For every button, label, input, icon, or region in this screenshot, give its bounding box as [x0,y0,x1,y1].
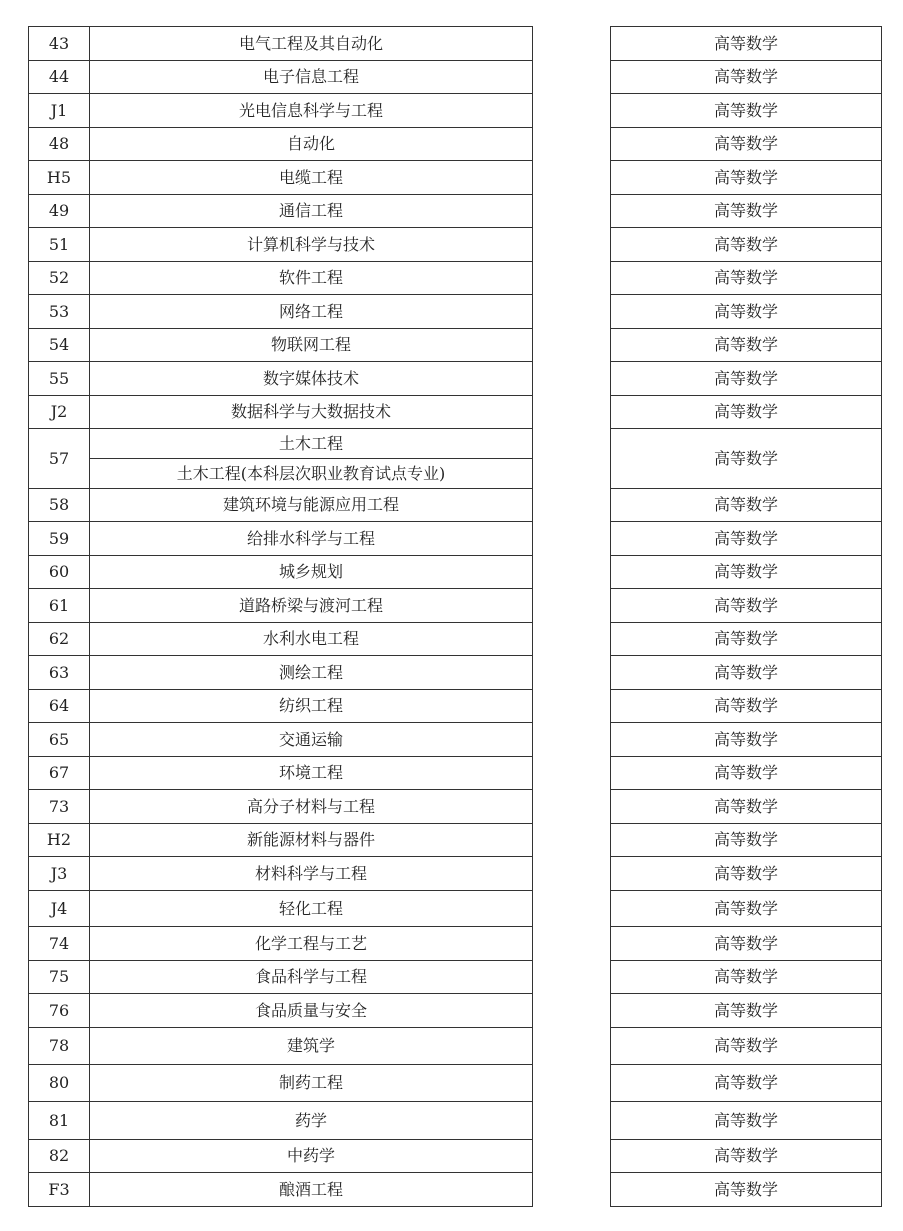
table-row [29,262,533,295]
major-code-cell: 73 [29,790,90,824]
major-code-cell: 80 [29,1065,90,1102]
major-name-cell: 建筑环境与能源应用工程 [90,489,533,522]
major-name-cell: 化学工程与工艺 [90,927,533,961]
major-code-cell: 48 [29,128,90,161]
subject-table [610,26,882,1207]
table-row [611,927,882,961]
major-name-cell: 电子信息工程 [90,61,533,94]
table-row [611,27,882,61]
table-row [29,757,533,790]
major-table [28,26,533,1207]
exam-subject-cell: 高等数学 [611,927,882,961]
table-row [611,128,882,161]
table-row [29,994,533,1028]
exam-subject-cell: 高等数学 [611,824,882,857]
major-code-cell: 64 [29,690,90,723]
major-name-cell: 自动化 [90,128,533,161]
major-name-cell: 建筑学 [90,1028,533,1065]
major-name-cell: 通信工程 [90,195,533,228]
table-row [611,396,882,429]
major-name-cell: 食品科学与工程 [90,961,533,994]
major-name-cell: 计算机科学与技术 [90,228,533,262]
table-row [29,228,533,262]
exam-subject-cell: 高等数学 [611,489,882,522]
major-code-cell: 74 [29,927,90,961]
major-name-cell: 软件工程 [90,262,533,295]
table-row [611,857,882,891]
major-name-cell: 网络工程 [90,295,533,329]
table-row [29,94,533,128]
table-row [611,1065,882,1102]
major-code-cell: 52 [29,262,90,295]
table-row [29,824,533,857]
major-name-cell: 酿酒工程 [90,1173,533,1207]
exam-subject-cell: 高等数学 [611,1065,882,1102]
table-row [29,927,533,961]
exam-subject-cell: 高等数学 [611,723,882,757]
table-row [611,161,882,195]
table-row [611,1173,882,1207]
table-row [29,429,533,459]
table-row [29,1028,533,1065]
exam-subject-cell: 高等数学 [611,1028,882,1065]
table-row [29,556,533,589]
exam-subject-cell: 高等数学 [611,27,882,61]
major-name-cell: 轻化工程 [90,891,533,927]
major-name-cell: 道路桥梁与渡河工程 [90,589,533,623]
exam-subject-cell: 高等数学 [611,522,882,556]
exam-subject-cell: 高等数学 [611,161,882,195]
table-row [611,362,882,396]
exam-subject-cell: 高等数学 [611,128,882,161]
table-row [29,589,533,623]
exam-subject-cell: 高等数学 [611,690,882,723]
table-row [29,1173,533,1207]
major-name-cell: 数据科学与大数据技术 [90,396,533,429]
exam-subject-cell: 高等数学 [611,1140,882,1173]
table-row [611,429,882,489]
major-code-cell: 61 [29,589,90,623]
table-row [29,489,533,522]
major-code-cell: J1 [29,94,90,128]
major-name-cell: 电缆工程 [90,161,533,195]
major-code-cell: 82 [29,1140,90,1173]
exam-subject-cell: 高等数学 [611,61,882,94]
major-name-cell: 环境工程 [90,757,533,790]
table-row [29,790,533,824]
major-table-body [29,27,533,1207]
table-row [611,1140,882,1173]
table-row [29,329,533,362]
major-name-cell: 给排水科学与工程 [90,522,533,556]
exam-subject-cell: 高等数学 [611,891,882,927]
table-row [29,891,533,927]
major-code-cell: 76 [29,994,90,1028]
table-row [611,690,882,723]
major-code-cell: 63 [29,656,90,690]
exam-subject-cell: 高等数学 [611,589,882,623]
exam-subject-cell: 高等数学 [611,1102,882,1140]
major-name-cell: 制药工程 [90,1065,533,1102]
major-name-cell: 电气工程及其自动化 [90,27,533,61]
major-code-cell: 59 [29,522,90,556]
exam-subject-cell: 高等数学 [611,262,882,295]
exam-subject-cell: 高等数学 [611,94,882,128]
major-code-cell: 81 [29,1102,90,1140]
exam-subject-cell: 高等数学 [611,362,882,396]
exam-subject-cell: 高等数学 [611,656,882,690]
exam-subject-cell: 高等数学 [611,623,882,656]
table-row [611,589,882,623]
major-name-cell: 土木工程 [90,429,533,459]
major-code-cell: J2 [29,396,90,429]
major-name-cell: 数字媒体技术 [90,362,533,396]
table-row [29,522,533,556]
major-name-cell: 材料科学与工程 [90,857,533,891]
table-row [611,94,882,128]
major-code-cell: 51 [29,228,90,262]
table-row [611,961,882,994]
table-row [611,757,882,790]
major-code-cell: J3 [29,857,90,891]
table-row [611,295,882,329]
table-row [611,723,882,757]
table-row [611,824,882,857]
table-row [611,195,882,228]
table-row [611,489,882,522]
major-name-cell: 食品质量与安全 [90,994,533,1028]
subject-table-body [611,27,882,1207]
exam-subject-cell: 高等数学 [611,429,882,489]
major-code-cell: H2 [29,824,90,857]
major-name-cell: 药学 [90,1102,533,1140]
table-row [29,362,533,396]
exam-subject-cell: 高等数学 [611,757,882,790]
table-row [611,228,882,262]
table-row [611,994,882,1028]
table-row [29,61,533,94]
table-row [29,27,533,61]
table-row [611,656,882,690]
table-row [29,723,533,757]
table-row [29,195,533,228]
major-code-cell: 58 [29,489,90,522]
major-code-cell: 53 [29,295,90,329]
major-code-cell: 78 [29,1028,90,1065]
table-row [611,61,882,94]
table-row [29,1102,533,1140]
major-name-cell: 高分子材料与工程 [90,790,533,824]
major-code-cell: 57 [29,429,90,489]
major-name-cell: 光电信息科学与工程 [90,94,533,128]
table-row [29,128,533,161]
table-row [611,1102,882,1140]
major-name-cell: 纺织工程 [90,690,533,723]
table-row [29,1140,533,1173]
major-name-cell: 新能源材料与器件 [90,824,533,857]
table-row [29,1065,533,1102]
exam-subject-cell: 高等数学 [611,790,882,824]
exam-subject-cell: 高等数学 [611,556,882,589]
major-code-cell: 49 [29,195,90,228]
table-row [29,459,533,489]
major-code-cell: H5 [29,161,90,195]
major-name-cell: 城乡规划 [90,556,533,589]
major-code-cell: 65 [29,723,90,757]
major-name-cell: 物联网工程 [90,329,533,362]
table-row [611,891,882,927]
major-code-cell: F3 [29,1173,90,1207]
table-row [611,1028,882,1065]
exam-subject-cell: 高等数学 [611,857,882,891]
major-code-cell: 60 [29,556,90,589]
major-code-cell: J4 [29,891,90,927]
major-code-cell: 67 [29,757,90,790]
table-row [611,623,882,656]
table-row [29,857,533,891]
table-row [29,161,533,195]
major-code-cell: 44 [29,61,90,94]
major-name-cell: 水利水电工程 [90,623,533,656]
table-row [29,690,533,723]
major-name-cell: 中药学 [90,1140,533,1173]
exam-subject-cell: 高等数学 [611,961,882,994]
table-row [29,396,533,429]
table-row [29,623,533,656]
major-name-cell: 测绘工程 [90,656,533,690]
major-code-cell: 75 [29,961,90,994]
table-row [611,790,882,824]
exam-subject-cell: 高等数学 [611,195,882,228]
table-row [611,522,882,556]
exam-subject-cell: 高等数学 [611,396,882,429]
exam-subject-cell: 高等数学 [611,329,882,362]
exam-subject-cell: 高等数学 [611,295,882,329]
exam-subject-cell: 高等数学 [611,994,882,1028]
major-code-cell: 55 [29,362,90,396]
table-row [611,262,882,295]
exam-subject-cell: 高等数学 [611,1173,882,1207]
table-row [611,329,882,362]
table-row [29,656,533,690]
table-row [611,556,882,589]
major-name-cell: 土木工程(本科层次职业教育试点专业) [90,459,533,489]
table-row [29,961,533,994]
major-name-cell: 交通运输 [90,723,533,757]
exam-subject-cell: 高等数学 [611,228,882,262]
major-code-cell: 54 [29,329,90,362]
major-code-cell: 43 [29,27,90,61]
table-row [29,295,533,329]
major-code-cell: 62 [29,623,90,656]
